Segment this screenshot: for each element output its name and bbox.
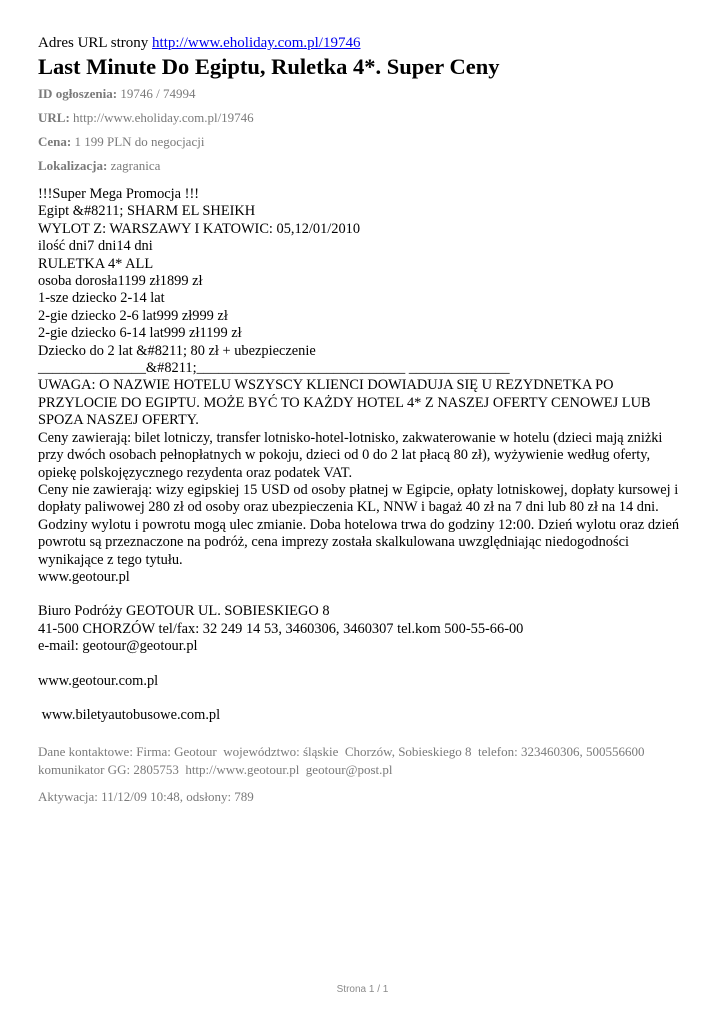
meta-id-value: 19746 / 74994 [120, 86, 196, 101]
activation-info: Aktywacja: 11/12/09 10:48, odsłony: 789 [38, 789, 254, 805]
source-url-link[interactable]: http://www.eholiday.com.pl/19746 [152, 35, 361, 51]
description-line: 2-gie dziecko 6-14 lat999 zł1199 zł [38, 325, 242, 342]
agency-phones: 41-500 CHORZÓW tel/fax: 32 249 14 53, 3460306, 3460307 tel.kom 500-55-66-00 [38, 620, 524, 637]
agency-contact [38, 603, 688, 655]
agency-address: Biuro Podróży GEOTOUR UL. SOBIESKIEGO 8 [38, 603, 330, 620]
site-link-geotour-com-pl: www.geotour.com.pl [38, 672, 159, 689]
agency-email: e-mail: geotour@geotour.pl [38, 638, 198, 655]
description-line: ilość dni7 dni14 dni [38, 238, 153, 255]
meta-url-label: URL: [38, 110, 70, 125]
meta-price-value: 1 199 PLN do negocjacji [74, 134, 205, 149]
meta-url-value: http://www.eholiday.com.pl/19746 [73, 110, 254, 125]
source-url-line [38, 34, 688, 52]
meta-location-value: zagranica [110, 158, 161, 173]
price-excludes: Ceny nie zawierają: wizy egipskiej 15 USD od osoby płatnej w Egipcie, opłaty lotniskowej, dopłaty kursowej i dopłaty paliwowej 280 zł od osoby oraz ubezpieczenia KL, NNW i bagaż 40 zł na 7 dni lub 80 zł na 14 dni. Godziny wylotu i powrotu mogą ulec zmianie. Doba hotelowa trwa do godziny 12:00. Dzień wylotu oraz dzień powrotu są przeznaczone na podróż, cena imprezy została skalkulowana uwzględniając niedogodności wynikające z tego tytułu. [38, 481, 680, 568]
description-line: 1-sze dziecko 2-14 lat [38, 290, 165, 307]
source-url-prefix: Adres URL strony [38, 35, 149, 51]
description-line: 2-gie dziecko 2-6 lat999 zł999 zł [38, 307, 228, 324]
document-page [38, 34, 688, 805]
contact-details [38, 743, 688, 779]
site-link-geotour-pl: www.geotour.pl [38, 568, 130, 585]
description-line: RULETKA 4* ALL [38, 255, 154, 272]
listing-description [38, 186, 688, 586]
site-link-bilety: www.biletyautobusowe.com.pl [38, 706, 221, 723]
meta-id-label: ID ogłoszenia: [38, 86, 118, 101]
meta-url [38, 110, 688, 126]
listing-title: Last Minute Do Egiptu, Ruletka 4*. Super Ceny [38, 54, 500, 79]
meta-location-label: Lokalizacja: [38, 158, 108, 173]
description-line: Dziecko do 2 lat &#8211; 80 zł + ubezpieczenie [38, 342, 316, 359]
description-line: WYLOT Z: WARSZAWY I KATOWIC: 05,12/01/2010 [38, 220, 361, 237]
meta-id [38, 86, 688, 102]
description-line: Egipt &#8211; SHARM EL SHEIKH [38, 203, 256, 220]
meta-price-label: Cena: [38, 134, 72, 149]
description-line: osoba dorosła1199 zł1899 zł [38, 273, 203, 290]
page-number: Strona 1 / 1 [336, 984, 389, 995]
description-line: !!!Super Mega Promocja !!! [38, 186, 200, 202]
separator-line: _______________&#8211;_____________________________ ______________ [38, 360, 510, 377]
contact-details-line: Dane kontaktowe: Firma: Geotour województwo: śląskie Chorzów, Sobieskiego 8 telefon: 323460306, 500556600 [38, 744, 645, 760]
meta-price [38, 134, 688, 150]
price-includes: Ceny zawierają: bilet lotniczy, transfer lotnisko-hotel-lotnisko, zakwaterowanie w hotelu (dzieci mają zniżki przy dwóch osobach pełnopłatnych w pokoju, dzieci od 0 do 2 lat płacą 80 zł), wyżywienie według oferty, opiekę polskojęzycznego rezydenta oraz podatek VAT. [38, 429, 663, 481]
contact-details-line: komunikator GG: 2805753 http://www.geotour.pl geotour@post.pl [38, 762, 393, 778]
meta-location [38, 158, 688, 174]
hotel-notice: UWAGA: O NAZWIE HOTELU WSZYSCY KLIENCI DOWIADUJA SIĘ U REZYDNETKA PO PRZYLOCIE DO EGIPTU. MOŻE BYĆ TO KAŻDY HOTEL 4* Z NASZEJ OFERTY CENOWEJ LUB SPOZA NASZEJ OFERTY. [38, 377, 651, 429]
